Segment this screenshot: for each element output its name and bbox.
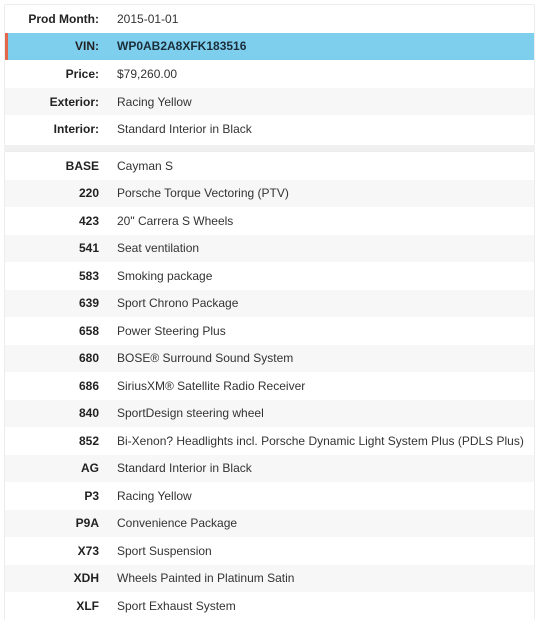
option-row [5, 427, 534, 455]
option-code: 658 [78, 323, 99, 338]
option-row [5, 262, 534, 290]
option-code: 583 [78, 268, 99, 283]
option-description: 20" Carrera S Wheels [117, 213, 234, 228]
option-code: AG [81, 461, 99, 476]
vin-value: WP0AB2A8XFK183516 [117, 39, 247, 54]
option-code: P3 [84, 488, 99, 503]
option-row [5, 482, 534, 510]
vin-label: VIN: [75, 39, 99, 54]
option-row [5, 180, 534, 208]
prod-month-value: 2015-01-01 [117, 11, 179, 26]
option-description: Sport Exhaust System [117, 598, 236, 613]
option-description: Bi-Xenon? Headlights incl. Porsche Dynamic Light System Plus (PDLS Plus) [117, 433, 524, 448]
option-code: 541 [78, 241, 99, 256]
option-row [5, 207, 534, 235]
option-row [5, 152, 534, 180]
option-row [5, 235, 534, 263]
option-description: Sport Suspension [117, 543, 212, 558]
option-row [5, 537, 534, 565]
option-description: Sport Chrono Package [117, 296, 239, 311]
summary-row-prod-month [5, 5, 534, 33]
option-description: Wheels Painted in Platinum Satin [117, 571, 295, 586]
summary-row-interior [5, 115, 534, 143]
option-row [5, 592, 534, 620]
option-row [5, 455, 534, 483]
option-description: Porsche Torque Vectoring (PTV) [117, 186, 289, 201]
option-code: 639 [78, 296, 99, 311]
option-code: 680 [78, 351, 99, 366]
option-description: Power Steering Plus [117, 323, 226, 338]
option-description: BOSE® Surround Sound System [117, 351, 294, 366]
option-row [5, 372, 534, 400]
exterior-label: Exterior: [49, 94, 99, 109]
option-description: Racing Yellow [117, 488, 192, 503]
option-code: 423 [78, 213, 99, 228]
option-description: Smoking package [117, 268, 213, 283]
option-row [5, 317, 534, 345]
option-description: Standard Interior in Black [117, 461, 252, 476]
vehicle-summary-table [4, 4, 535, 145]
option-code: XLF [76, 598, 99, 613]
option-code: 852 [78, 433, 99, 448]
option-description: SportDesign steering wheel [117, 406, 264, 421]
option-row [5, 400, 534, 428]
option-code: XDH [73, 571, 99, 586]
option-row [5, 290, 534, 318]
option-row [5, 345, 534, 373]
summary-row-vin [5, 33, 534, 61]
option-description: SiriusXM® Satellite Radio Receiver [117, 378, 306, 393]
exterior-value: Racing Yellow [117, 94, 192, 109]
option-description: Cayman S [117, 158, 174, 173]
summary-row-exterior [5, 88, 534, 116]
interior-value: Standard Interior in Black [117, 122, 252, 137]
price-label: Price: [65, 66, 99, 81]
summary-row-price [5, 60, 534, 88]
option-code: 220 [78, 186, 99, 201]
option-code: 686 [78, 378, 99, 393]
option-row [5, 565, 534, 593]
price-value: $79,260.00 [117, 66, 178, 81]
option-description: Convenience Package [117, 516, 238, 531]
options-table [4, 151, 535, 620]
option-description: Seat ventilation [117, 241, 200, 256]
prod-month-label: Prod Month: [28, 11, 99, 26]
option-code: X73 [77, 543, 99, 558]
option-row [5, 510, 534, 538]
interior-label: Interior: [53, 122, 99, 137]
option-code: BASE [65, 158, 99, 173]
option-code: 840 [78, 406, 99, 421]
option-code: P9A [75, 516, 99, 531]
